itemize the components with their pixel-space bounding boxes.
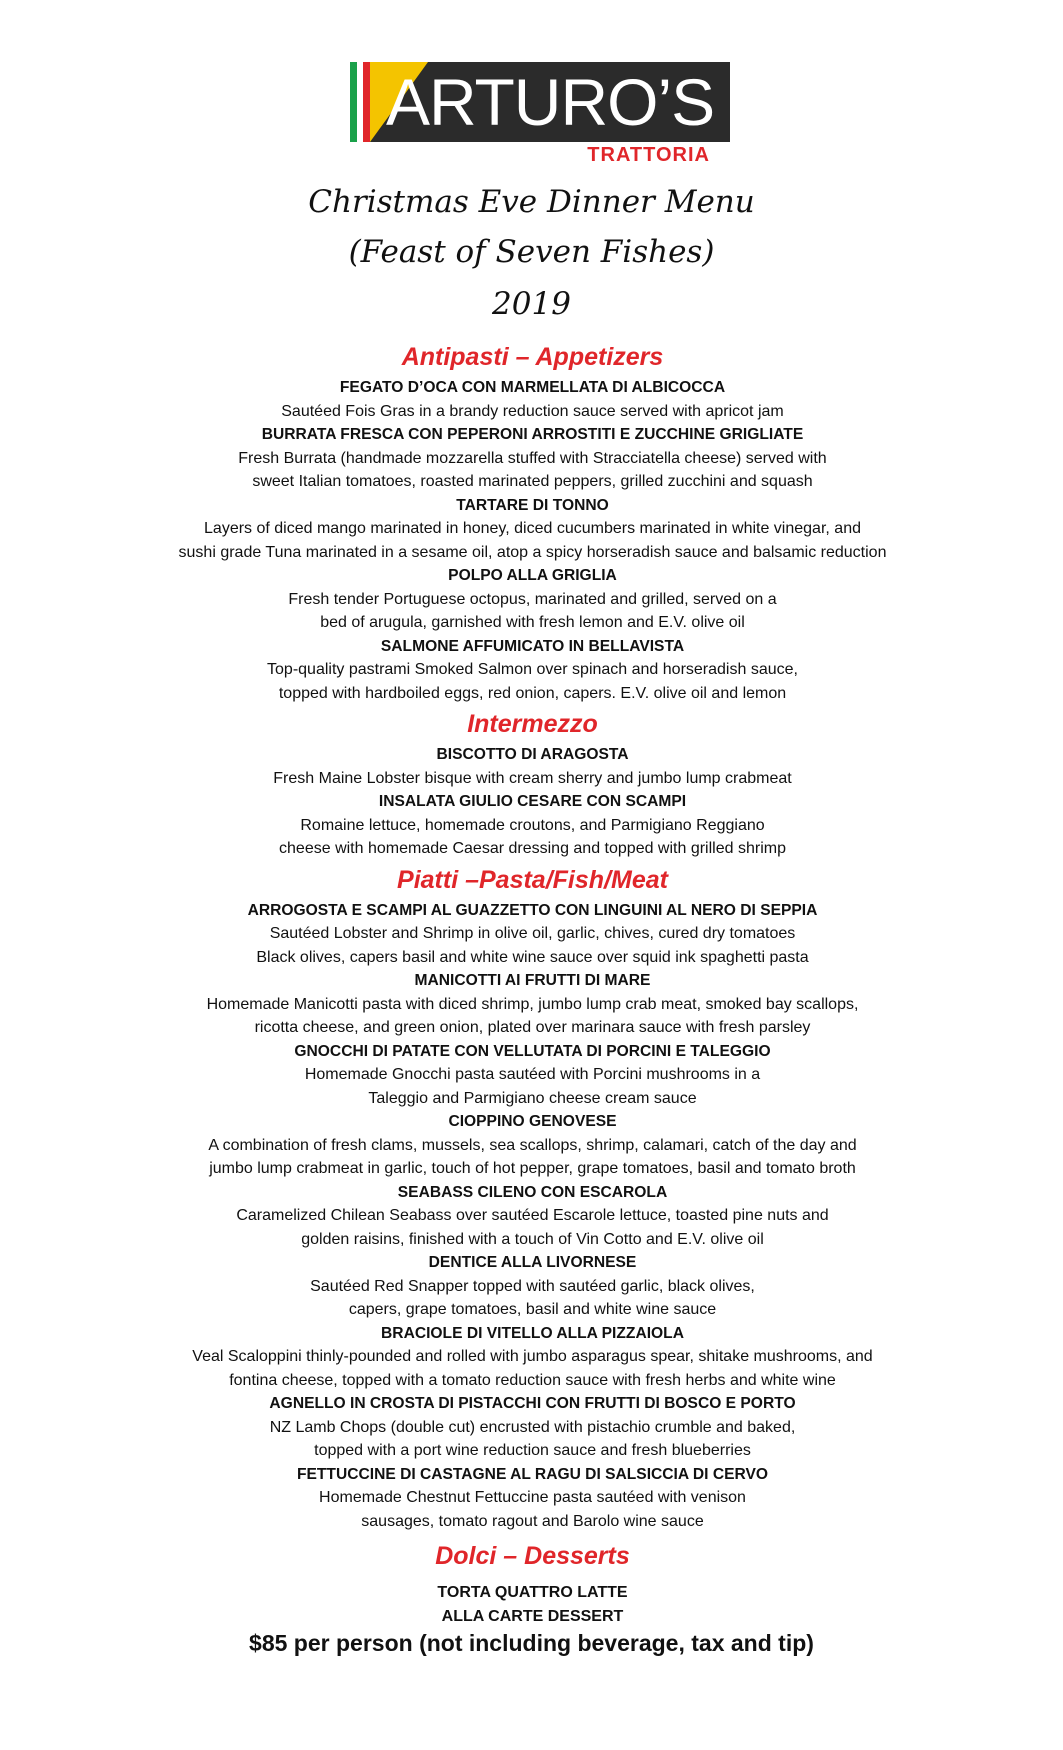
menu-item-description — [60, 1204, 1005, 1251]
description-line: Sautéed Lobster and Shrimp in olive oil, garlic, chives, cured dry tomatoes — [269, 925, 796, 942]
description-line: Fresh tender Portuguese octopus, marinated and grilled, served on a — [288, 590, 777, 608]
description-line: fontina cheese, topped with a tomato reduction sauce with fresh herbs and white wine — [229, 1371, 836, 1389]
menu-item-description — [60, 814, 1005, 861]
menu-item-name: AGNELLO IN CROSTA DI PISTACCHI CON FRUTTI DI BOSCO E PORTO — [269, 1395, 796, 1412]
description-line: golden raisins, finished with a touch of Vin Cotto and E.V. olive oil — [301, 1230, 764, 1248]
menu-item-name: BURRATA FRESCA CON PEPERONI ARROSTITI E ZUCCHINE GRIGLIATE — [261, 426, 804, 443]
description-line: Top-quality pastrami Smoked Salmon over spinach and horseradish sauce, — [267, 661, 798, 678]
menu-title-year: 2019 — [492, 286, 571, 322]
menu-item-description — [60, 1416, 1005, 1463]
section-heading-desserts: Dolci – Desserts — [435, 1542, 630, 1570]
menu-item-name: POLPO ALLA GRIGLIA — [448, 567, 617, 584]
menu-item-description — [60, 447, 1005, 494]
dessert-item: TORTA QUATTRO LATTE — [437, 1584, 628, 1601]
menu-item-description — [60, 658, 1005, 705]
menu-title-line2: (Feast of Seven Fishes) — [348, 234, 715, 270]
description-line: Black olives, capers basil and white wine sauce over squid ink spaghetti pasta — [256, 948, 809, 966]
menu-item-name: BRACIOLE DI VITELLO ALLA PIZZAIOLA — [381, 1324, 684, 1342]
description-line: topped with a port wine reduction sauce and fresh blueberries — [314, 1442, 751, 1459]
menu-item-name: TARTARE DI TONNO — [456, 496, 609, 514]
description-line: capers, grape tomatoes, basil and white wine sauce — [348, 1301, 717, 1318]
description-line: NZ Lamb Chops (double cut) encrusted with pistachio crumble and baked, — [269, 1418, 796, 1436]
logo-box — [350, 62, 730, 142]
menu-item-name: GNOCCHI DI PATATE CON VELLUTATA DI PORCINI E TALEGGIO — [294, 1042, 771, 1060]
menu-item-description — [60, 922, 1005, 969]
menu-item-description — [60, 1063, 1005, 1110]
menu-item-name: SALMONE AFFUMICATO IN BELLAVISTA — [380, 637, 685, 655]
menu-item-name: BISCOTTO DI ARAGOSTA — [436, 746, 629, 763]
description-line: sweet Italian tomatoes, roasted marinated peppers, grilled zucchini and squash — [252, 473, 813, 490]
description-line: Homemade Chestnut Fettuccine pasta sautéed with venison — [319, 1489, 746, 1506]
logo-subtitle: TRATTORIA — [587, 144, 710, 166]
menu-item-name: INSALATA GIULIO CESARE CON SCAMPI — [378, 793, 687, 810]
menu-item-description — [60, 1275, 1005, 1322]
description-line: Sautéed Red Snapper topped with sautéed garlic, black olives, — [310, 1277, 755, 1295]
description-line: ricotta cheese, and green onion, plated over marinara sauce with fresh parsley — [254, 1019, 811, 1036]
price-note: $85 per person (not including beverage, tax and tip) — [249, 1630, 814, 1656]
description-line: cheese with homemade Caesar dressing and topped with grilled shrimp — [279, 840, 786, 857]
description-line: Fresh Burrata (handmade mozzarella stuffed with Stracciatella cheese) served with — [238, 449, 827, 467]
description-line: bed of arugula, garnished with fresh lemon and E.V. olive oil — [320, 614, 745, 631]
menu-item-name: FETTUCCINE DI CASTAGNE AL RAGU DI SALSICCIA DI CERVO — [296, 1465, 768, 1483]
menu-item-name: SEABASS CILENO CON ESCAROLA — [397, 1183, 668, 1201]
description-line: Veal Scaloppini thinly-pounded and rolled with jumbo asparagus spear, shitake mushrooms, and — [192, 1348, 873, 1365]
description-line: Layers of diced mango marinated in honey, diced cucumbers marinated in white vinegar, and — [204, 520, 861, 537]
description-line: topped with hardboiled eggs, red onion, capers. E.V. olive oil and lemon — [278, 684, 787, 702]
menu-item-description — [60, 767, 1005, 791]
dessert-item: ALLA CARTE DESSERT — [441, 1608, 624, 1625]
menu-content — [60, 338, 1005, 1629]
description-line: Homemade Manicotti pasta with diced shrimp, jumbo lump crab meat, smoked bay scallops, — [206, 995, 859, 1013]
flag-stripe-red — [363, 62, 370, 142]
menu-item-description — [60, 993, 1005, 1040]
section-heading: Piatti –Pasta/Fish/Meat — [397, 865, 668, 894]
menu-title-line1: Christmas Eve Dinner Menu — [308, 184, 755, 220]
description-line: sausages, tomato ragout and Barolo wine sauce — [361, 1512, 704, 1530]
logo-brand: ARTURO’S — [386, 65, 715, 139]
flag-stripe-green — [350, 62, 357, 142]
menu-item-name: MANICOTTI AI FRUTTI DI MARE — [414, 972, 651, 989]
description-line: Taleggio and Parmigiano cheese cream sauce — [368, 1089, 697, 1107]
menu-item-name: ARROGOSTA E SCAMPI AL GUAZZETTO CON LINGUINI AL NERO DI SEPPIA — [247, 901, 818, 919]
arturos-logo — [350, 62, 730, 170]
description-line: jumbo lump crabmeat in garlic, touch of hot pepper, grape tomatoes, basil and tomato broth — [209, 1160, 856, 1177]
menu-item-description — [60, 400, 1005, 424]
description-line: Romaine lettuce, homemade croutons, and Parmigiano Reggiano — [300, 816, 765, 834]
menu-item-description — [60, 588, 1005, 635]
description-line: sushi grade Tuna marinated in a sesame oil, atop a spicy horseradish sauce and balsamic reduction — [178, 543, 887, 561]
menu-item-name: DENTICE ALLA LIVORNESE — [428, 1254, 637, 1271]
menu-item-name: FEGATO D’OCA CON MARMELLATA DI ALBICOCCA — [339, 379, 726, 396]
description-line: A combination of fresh clams, mussels, sea scallops, shrimp, calamari, catch of the day and — [208, 1136, 857, 1154]
description-line: Fresh Maine Lobster bisque with cream sherry and jumbo lump crabmeat — [273, 769, 792, 787]
section-heading: Intermezzo — [467, 710, 598, 738]
menu-item-name: CIOPPINO GENOVESE — [448, 1113, 617, 1130]
menu-item-description — [60, 1486, 1005, 1533]
description-line: Sautéed Fois Gras in a brandy reduction sauce served with apricot jam — [281, 402, 784, 420]
description-line: Caramelized Chilean Seabass over sautéed Escarole lettuce, toasted pine nuts and — [236, 1207, 829, 1224]
menu-item-description — [60, 1134, 1005, 1181]
menu-item-description — [60, 517, 1005, 564]
menu-item-description — [60, 1345, 1005, 1392]
section-heading: Antipasti – Appetizers — [401, 343, 664, 371]
description-line: Homemade Gnocchi pasta sautéed with Porcini mushrooms in a — [304, 1066, 761, 1083]
